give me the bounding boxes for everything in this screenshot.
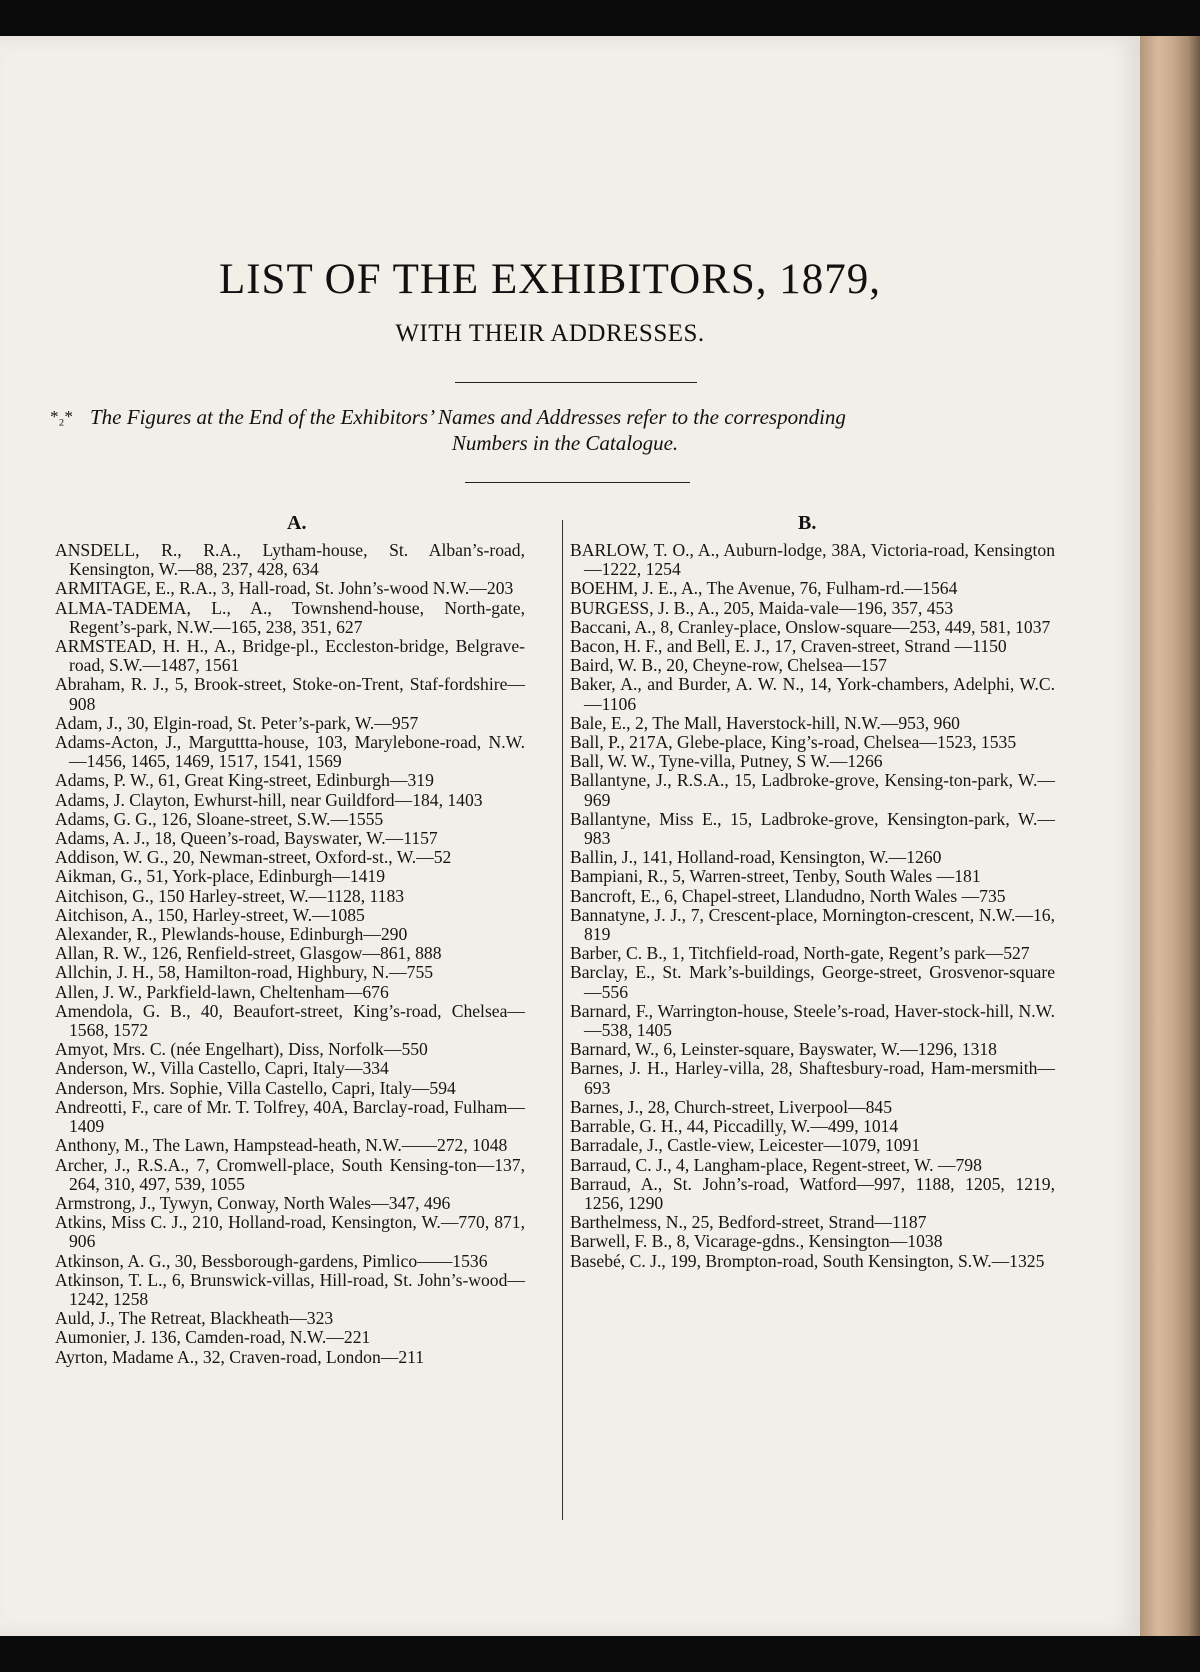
exhibitor-entry: ANSDELL, R., R.A., Lytham-house, St. Alban’s-road, Kensington, W.—88, 237, 428, 634 [55,540,525,580]
exhibitor-entry: Barradale, J., Castle-view, Leicester—1079, 1091 [570,1135,921,1156]
exhibitor-entry: Alexander, R., Plewlands-house, Edinburgh—290 [55,924,408,945]
exhibitor-entry: Abraham, R. J., 5, Brook-street, Stoke-on-Trent, Staf-fordshire—908 [55,674,525,714]
exhibitor-entry: Adams, G. G., 126, Sloane-street, S.W.—1555 [55,808,384,829]
exhibitor-entry: Barthelmess, N., 25, Bedford-street, Strand—1187 [570,1212,927,1233]
exhibitor-entry: Archer, J., R.S.A., 7, Cromwell-place, South Kensing-ton—137, 264, 310, 497, 539, 1055 [55,1154,525,1194]
exhibitor-entry: Anderson, W., Villa Castello, Capri, Italy—334 [55,1058,389,1079]
top-rule [455,382,697,383]
exhibitor-entry: Aikman, G., 51, York-place, Edinburgh—1419 [55,866,386,887]
exhibitor-entry: Adams, P. W., 61, Great King-street, Edinburgh—319 [55,770,434,791]
exhibitor-entry: Atkinson, T. L., 6, Brunswick-villas, Hill-road, St. John’s-wood—1242, 1258 [55,1269,525,1309]
exhibitor-entry: Andreotti, F., care of Mr. T. Tolfrey, 40A, Barclay-road, Fulham—1409 [55,1096,525,1137]
exhibitor-entry: BARLOW, T. O., A., Auburn-lodge, 38A, Victoria-road, Kensington—1222, 1254 [570,540,1055,580]
catalogue-note [50,404,1050,456]
exhibitor-entry: BURGESS, J. B., A., 205, Maida-vale—196, 357, 453 [570,597,954,618]
column-a-heading: A. [287,512,307,534]
page-title: LIST OF THE EXHIBITORS, 1879, [218,256,882,303]
column-b [570,541,1055,1271]
exhibitor-entry: Bannatyne, J. J., 7, Crescent-place, Mornington-crescent, N.W.—16, 819 [570,904,1055,945]
exhibitor-entry: Allan, R. W., 126, Renfield-street, Glasgow—861, 888 [55,943,442,964]
exhibitor-entry: Armstrong, J., Tywyn, Conway, North Wales—347, 496 [55,1192,451,1213]
exhibitor-entry: Baker, A., and Burder, A. W. N., 14, York-chambers, Adelphi, W.C.—1106 [570,674,1055,714]
exhibitor-entry: Aumonier, J. 136, Camden-road, N.W.—221 [55,1327,371,1348]
exhibitor-entry: Bampiani, R., 5, Warren-street, Tenby, South Wales —181 [570,866,981,887]
exhibitor-entry: Aitchison, A., 150, Harley-street, W.—1085 [55,904,365,925]
exhibitor-entry: Anthony, M., The Lawn, Hampstead-heath, N.W.——272, 1048 [55,1135,508,1156]
exhibitor-entry: Barraud, C. J., 4, Langham-place, Regent-street, W. —798 [570,1154,982,1175]
exhibitor-entry: Ball, P., 217A, Glebe-place, King’s-road, Chelsea—1523, 1535 [570,732,1017,753]
exhibitor-entry: Bale, E., 2, The Mall, Haverstock-hill, N.W.—953, 960 [570,712,960,733]
exhibitor-entry: Adam, J., 30, Elgin-road, St. Peter’s-park, W.—957 [55,712,419,733]
exhibitor-entry: Barber, C. B., 1, Titchfield-road, North-gate, Regent’s park—527 [570,943,1030,964]
exhibitor-entry: Barnard, W., 6, Leinster-square, Bayswater, W.—1296, 1318 [570,1039,997,1060]
exhibitor-entry: Bacon, H. F., and Bell, E. J., 17, Craven-street, Strand —1150 [570,636,1007,657]
exhibitor-entry: Addison, W. G., 20, Newman-street, Oxford-st., W.—52 [55,847,452,868]
exhibitor-entry: BOEHM, J. E., A., The Avenue, 76, Fulham-rd.—1564 [570,578,958,599]
exhibitor-entry: Baird, W. B., 20, Cheyne-row, Chelsea—157 [570,655,887,676]
note-line-1: The Figures at the End of the Exhibitors’ Names and Addresses refer to the corresponding [90,405,846,429]
exhibitor-entry: Ballin, J., 141, Holland-road, Kensington, W.—1260 [570,847,942,868]
column-divider [562,520,563,1520]
page-subtitle: WITH THEIR ADDRESSES. [395,320,705,347]
exhibitor-entry: Bancroft, E., 6, Chapel-street, Llandudno, North Wales —735 [570,885,1006,906]
page-edge [1140,36,1200,1636]
exhibitor-entry: Amendola, G. B., 40, Beaufort-street, King’s-road, Chelsea—1568, 1572 [55,1000,525,1041]
exhibitor-entry: Amyot, Mrs. C. (née Engelhart), Diss, Norfolk—550 [55,1039,428,1060]
exhibitor-entry: Barwell, F. B., 8, Vicarage-gdns., Kensington—1038 [570,1231,943,1252]
asterism-icon: *₂* [50,407,73,426]
exhibitor-entry: Ballantyne, J., R.S.A., 15, Ladbroke-grove, Kensing-ton-park, W.—969 [570,770,1055,810]
exhibitor-entry: Ball, W. W., Tyne-villa, Putney, S W.—1266 [570,751,883,772]
exhibitor-entry: Allen, J. W., Parkfield-lawn, Cheltenham—676 [55,981,389,1002]
note-line-2: Numbers in the Catalogue. [451,431,679,455]
exhibitor-entry: Aitchison, G., 150 Harley-street, W.—1128, 1183 [55,885,405,906]
exhibitor-entry: Atkinson, A. G., 30, Bessborough-gardens, Pimlico——1536 [55,1250,488,1271]
exhibitor-entry: Auld, J., The Retreat, Blackheath—323 [55,1308,334,1329]
exhibitor-entry: Barnes, J., 28, Church-street, Liverpool—845 [570,1096,892,1117]
exhibitor-entry: Baccani, A., 8, Cranley-place, Onslow-square—253, 449, 581, 1037 [570,616,1051,637]
exhibitor-entry: Barrable, G. H., 44, Piccadilly, W.—499, 1014 [570,1116,899,1137]
exhibitor-entry: Barnard, F., Warrington-house, Steele’s-road, Haver-stock-hill, N.W.—538, 1405 [570,1000,1055,1041]
bottom-rule [465,482,690,483]
exhibitor-entry: Adams, A. J., 18, Queen’s-road, Bayswater, W.—1157 [55,828,438,849]
exhibitor-entry: Adams, J. Clayton, Ewhurst-hill, near Guildford—184, 1403 [55,789,483,810]
exhibitor-entry: Ballantyne, Miss E., 15, Ladbroke-grove, Kensington-park, W.—983 [570,808,1055,849]
exhibitor-entry: Basebé, C. J., 199, Brompton-road, South Kensington, S.W.—1325 [570,1250,1045,1271]
exhibitor-entry: ARMITAGE, E., R.A., 3, Hall-road, St. John’s-wood N.W.—203 [55,578,514,599]
exhibitor-entry: Barraud, A., St. John’s-road, Watford—997, 1188, 1205, 1219, 1256, 1290 [570,1173,1055,1213]
exhibitor-entry: ARMSTEAD, H. H., A., Bridge-pl., Eccleston-bridge, Belgrave-road, S.W.—1487, 1561 [55,636,525,676]
exhibitor-entry: Atkins, Miss C. J., 210, Holland-road, Kensington, W.—770, 871, 906 [55,1212,525,1252]
exhibitor-entry: Ayrton, Madame A., 32, Craven-road, London—211 [55,1346,425,1367]
exhibitor-entry: Anderson, Mrs. Sophie, Villa Castello, Capri, Italy—594 [55,1077,456,1098]
exhibitor-entry: Barnes, J. H., Harley-villa, 28, Shaftesbury-road, Ham-mersmith—693 [570,1058,1055,1098]
column-b-heading: B. [798,512,817,534]
exhibitor-entry: ALMA-TADEMA, L., A., Townshend-house, North-gate, Regent’s-park, N.W.—165, 238, 351, 627 [55,597,525,637]
column-a [55,541,525,1367]
exhibitor-entry: Barclay, E., St. Mark’s-buildings, George-street, Grosvenor-square—556 [570,962,1055,1002]
exhibitor-entry: Allchin, J. H., 58, Hamilton-road, Highbury, N.—755 [55,962,434,983]
exhibitor-entry: Adams-Acton, J., Marguttta-house, 103, Marylebone-road, N.W.—1456, 1465, 1469, 1517, 1541, 1569 [55,732,525,772]
